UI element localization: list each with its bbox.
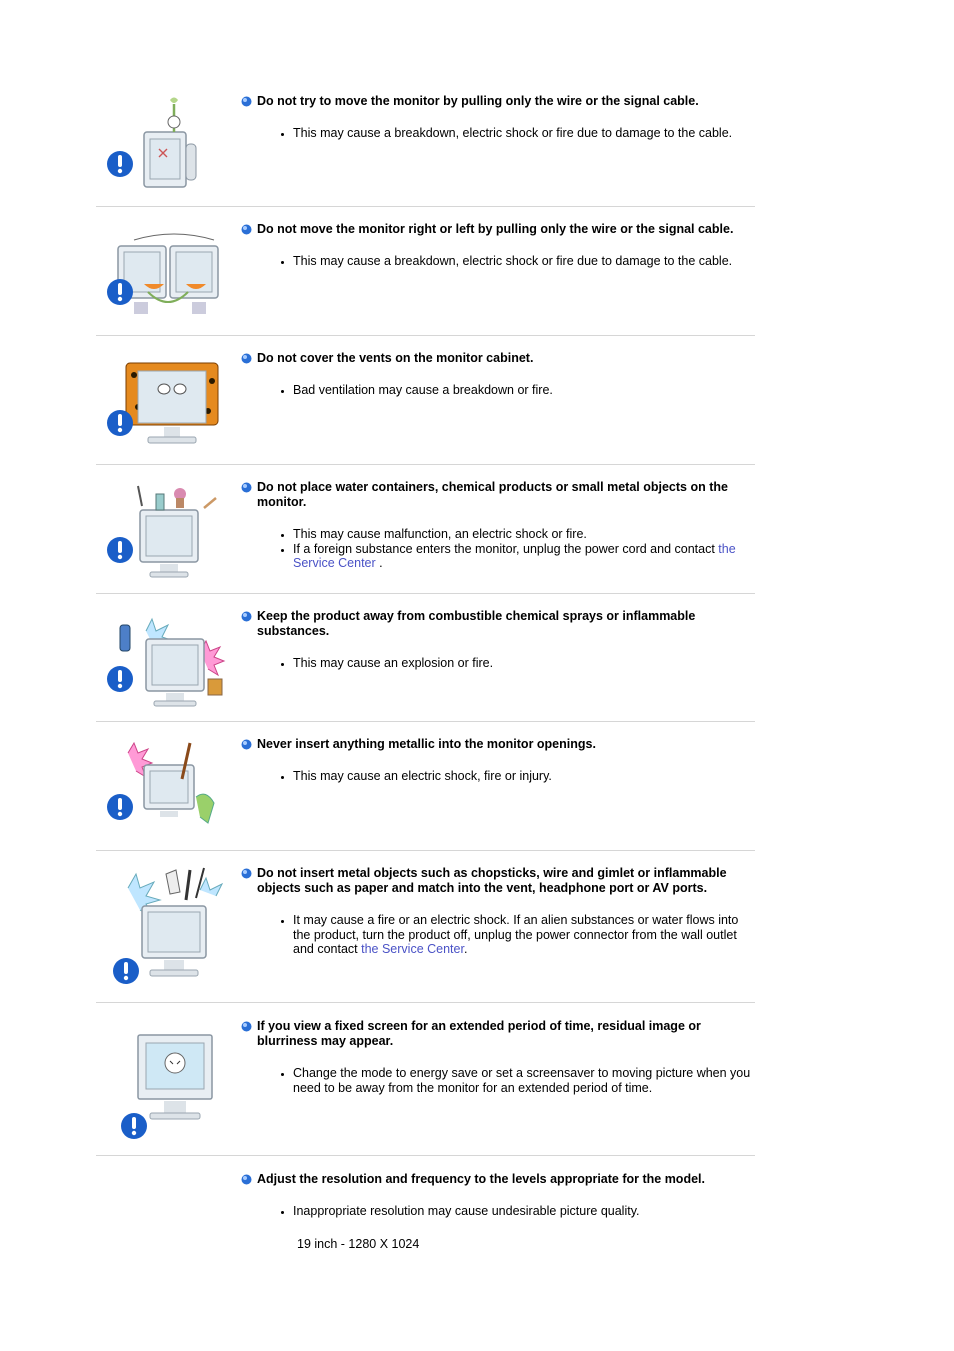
instruction-text	[241, 351, 755, 398]
bullet-list	[241, 527, 755, 571]
bullet-item: • If a foreign substance enters the monitor, unplug the power cord and contact the Service Center .	[293, 542, 755, 571]
instruction-heading: Do not try to move the monitor by pulling only the wire or the signal cable.	[241, 94, 755, 109]
warning-exclamation-icon	[106, 535, 134, 565]
round-bullet-icon	[241, 611, 252, 622]
bullet-item: • This may cause an explosion or fire.	[293, 656, 755, 671]
separator	[96, 850, 755, 851]
bullet-item: • This may cause a breakdown, electric shock or fire due to damage to the cable.	[293, 254, 755, 269]
bullet-list	[241, 913, 755, 957]
instruction-text	[241, 609, 755, 671]
illustration-pulling-cable	[104, 94, 234, 204]
warning-exclamation-icon	[106, 792, 134, 822]
round-bullet-icon	[241, 1174, 252, 1185]
bullet-list	[241, 769, 755, 784]
instruction-item	[96, 737, 755, 847]
warning-exclamation-icon	[106, 408, 134, 438]
instruction-heading: Do not move the monitor right or left by pulling only the wire or the signal cable.	[241, 222, 755, 237]
warning-exclamation-icon	[106, 149, 134, 179]
round-bullet-icon	[241, 1021, 252, 1032]
illustration-fixed-screen	[104, 1019, 234, 1144]
instruction-heading: Do not cover the vents on the monitor cabinet.	[241, 351, 755, 366]
warning-exclamation-icon	[106, 664, 134, 694]
instruction-item	[96, 480, 755, 590]
illustration-metal-objects-in-ports	[104, 866, 234, 991]
instruction-heading: Never insert anything metallic into the monitor openings.	[241, 737, 755, 752]
illustration-objects-on-monitor	[104, 480, 234, 590]
bullet-list	[241, 1204, 755, 1219]
instruction-heading: Keep the product away from combustible chemical sprays or inflammable substances.	[241, 609, 755, 639]
bullet-item: • Change the mode to energy save or set a screensaver to moving picture when you need to be away from the monitor for an extended period of time.	[293, 1066, 755, 1095]
illustration-covered-vents	[104, 351, 234, 461]
instruction-text	[241, 480, 755, 571]
instruction-text	[241, 737, 755, 784]
bullet-list	[241, 383, 755, 398]
warning-exclamation-icon	[112, 956, 140, 986]
bullet-list	[241, 254, 755, 269]
separator	[96, 593, 755, 594]
instruction-heading: If you view a fixed screen for an extended period of time, residual image or blurriness may appear.	[241, 1019, 755, 1049]
bullet-list	[241, 656, 755, 671]
separator	[96, 1002, 755, 1003]
instruction-heading: Do not place water containers, chemical products or small metal objects on the monitor.	[241, 480, 755, 510]
instruction-text	[241, 222, 755, 269]
bullet-item: • This may cause a breakdown, electric shock or fire due to damage to the cable.	[293, 126, 755, 141]
instruction-heading: Adjust the resolution and frequency to the levels appropriate for the model.	[241, 1172, 755, 1187]
bullet-list	[241, 126, 755, 141]
warning-exclamation-icon	[120, 1111, 148, 1141]
service-center-link[interactable]: the Service Center	[361, 942, 464, 956]
round-bullet-icon	[241, 482, 252, 493]
instruction-item	[96, 866, 755, 996]
illustration-moving-by-cable	[104, 222, 234, 332]
illustration-combustible-sprays	[104, 609, 234, 719]
instruction-heading: Do not insert metal objects such as chopsticks, wire and gimlet or inflammable objects such as paper and match into the vent, headphone port or AV ports.	[241, 866, 755, 896]
warning-exclamation-icon	[106, 277, 134, 307]
instruction-item	[96, 1019, 755, 1149]
instruction-text	[241, 94, 755, 141]
instruction-item	[96, 351, 755, 461]
round-bullet-icon	[241, 353, 252, 364]
round-bullet-icon	[241, 224, 252, 235]
instruction-item	[96, 94, 755, 204]
round-bullet-icon	[241, 96, 252, 107]
separator	[96, 721, 755, 722]
round-bullet-icon	[241, 739, 252, 750]
instruction-text	[241, 866, 755, 957]
separator	[96, 1155, 755, 1156]
separator	[96, 335, 755, 336]
bullet-item: • It may cause a fire or an electric shock. If an alien substances or water flows into the product, turn the product off, unplug the power connector from the wall outlet and contact the Service Center.	[293, 913, 755, 957]
instruction-item	[96, 222, 755, 332]
instruction-item	[96, 609, 755, 719]
instruction-text	[241, 1019, 755, 1095]
resolution-note: 19 inch - 1280 X 1024	[297, 1236, 420, 1251]
instruction-item	[96, 1172, 755, 1262]
instruction-text	[241, 1172, 755, 1252]
service-center-link[interactable]: the Service Center	[293, 541, 736, 570]
bullet-item: • Bad ventilation may cause a breakdown or fire.	[293, 383, 755, 398]
bullet-item: • This may cause an electric shock, fire or injury.	[293, 769, 755, 784]
round-bullet-icon	[241, 868, 252, 879]
separator	[96, 464, 755, 465]
bullet-item: • Inappropriate resolution may cause undesirable picture quality.	[293, 1204, 755, 1219]
bullet-item: • This may cause malfunction, an electric shock or fire.	[293, 527, 755, 542]
bullet-list	[241, 1066, 755, 1095]
illustration-metal-in-openings	[104, 737, 234, 847]
separator	[96, 206, 755, 207]
